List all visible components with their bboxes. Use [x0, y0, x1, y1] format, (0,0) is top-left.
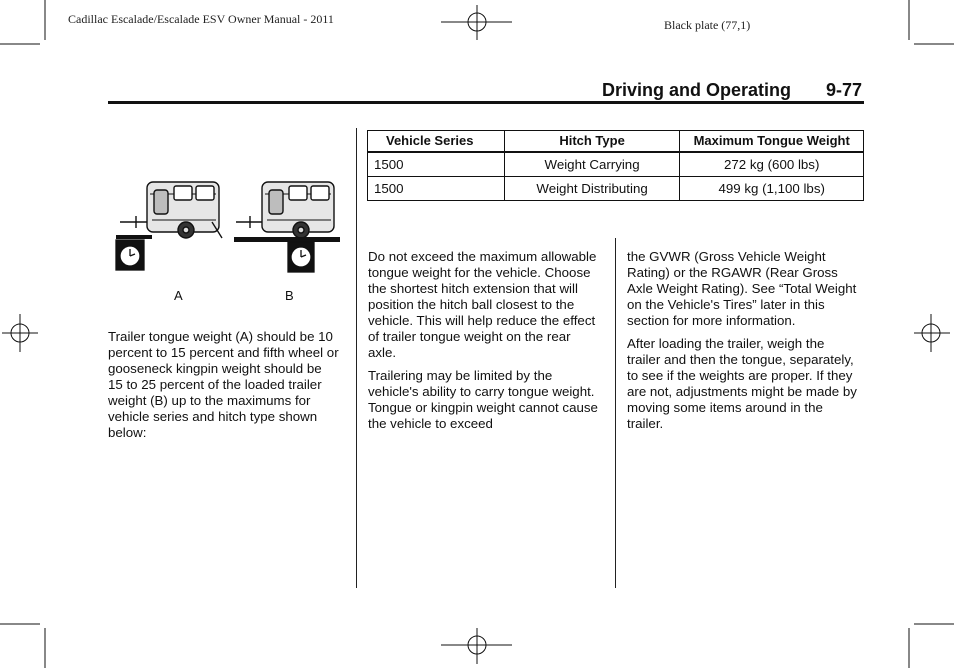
right-paragraph-2: After loading the trailer, weigh the trailer and then the tongue, separately, to see if the weights are proper. If they are not, adjustments might be made by moving some items around in the trailer. [627, 336, 857, 431]
scale-b [288, 242, 314, 272]
cell-hitch-type: Weight Distributing [504, 177, 680, 201]
column-divider-right [615, 238, 616, 588]
registration-mark-right [914, 314, 950, 352]
cell-max-tongue-weight: 499 kg (1,100 lbs) [680, 177, 864, 201]
middle-column [368, 249, 602, 439]
registration-mark-bottom [441, 628, 512, 664]
right-column [627, 249, 861, 439]
plate-label: Black plate (77,1) [664, 18, 751, 32]
scale-platform-b [234, 237, 340, 242]
middle-paragraph-2: Trailering may be limited by the vehicle's ability to carry tongue weight. Tongue or kingpin weight cannot cause the vehicle to exceed [368, 368, 598, 431]
table-row [368, 152, 864, 177]
header-hitch-type: Hitch Type [504, 131, 680, 153]
intro-paragraph: Trailer tongue weight (A) should be 10 percent to 15 percent and fifth wheel or gooseneck kingpin weight should be 15 to 25 percent of the loaded trailer weight (B) up to the maximums for vehicle series and hitch type shown below: [108, 329, 339, 440]
trailer-weight-illustration [112, 172, 342, 282]
tongue-weight-table [367, 130, 864, 201]
scale-platform-a [116, 235, 152, 239]
table-row [368, 177, 864, 201]
figure-label-b: B [285, 288, 294, 303]
cell-hitch-type: Weight Carrying [504, 152, 680, 177]
table-header-row [368, 131, 864, 153]
cell-max-tongue-weight: 272 kg (600 lbs) [680, 152, 864, 177]
registration-mark-left [2, 314, 38, 352]
middle-paragraph-1: Do not exceed the maximum allowable tongue weight for the vehicle. Choose the shortest hitch extension that will position the hitch ball closest to the vehicle. This will help reduce the effect of trailer tongue weight on the rear axle. [368, 249, 597, 360]
trailer-a [120, 182, 222, 238]
figure-label-a: A [174, 288, 183, 303]
manual-title: Cadillac Escalade/Escalade ESV Owner Manual - 2011 [68, 12, 334, 26]
header-rule [108, 101, 864, 104]
cell-vehicle-series: 1500 [368, 177, 505, 201]
cell-vehicle-series: 1500 [368, 152, 505, 177]
header-max-tongue-weight: Maximum Tongue Weight [680, 131, 864, 153]
trailer-b [236, 182, 334, 238]
page-number: 9-77 [826, 80, 863, 100]
right-paragraph-1: the GVWR (Gross Vehicle Weight Rating) or the RGAWR (Rear Gross Axle Weight Rating). See “Total Weight on the Vehicle's Tires” later in this section for more information. [627, 249, 857, 328]
registration-mark-top [441, 5, 512, 40]
column-divider-left [356, 128, 357, 588]
section-title: Driving and Operating [602, 80, 792, 100]
header-vehicle-series: Vehicle Series [368, 131, 505, 153]
scale-a [116, 240, 144, 270]
